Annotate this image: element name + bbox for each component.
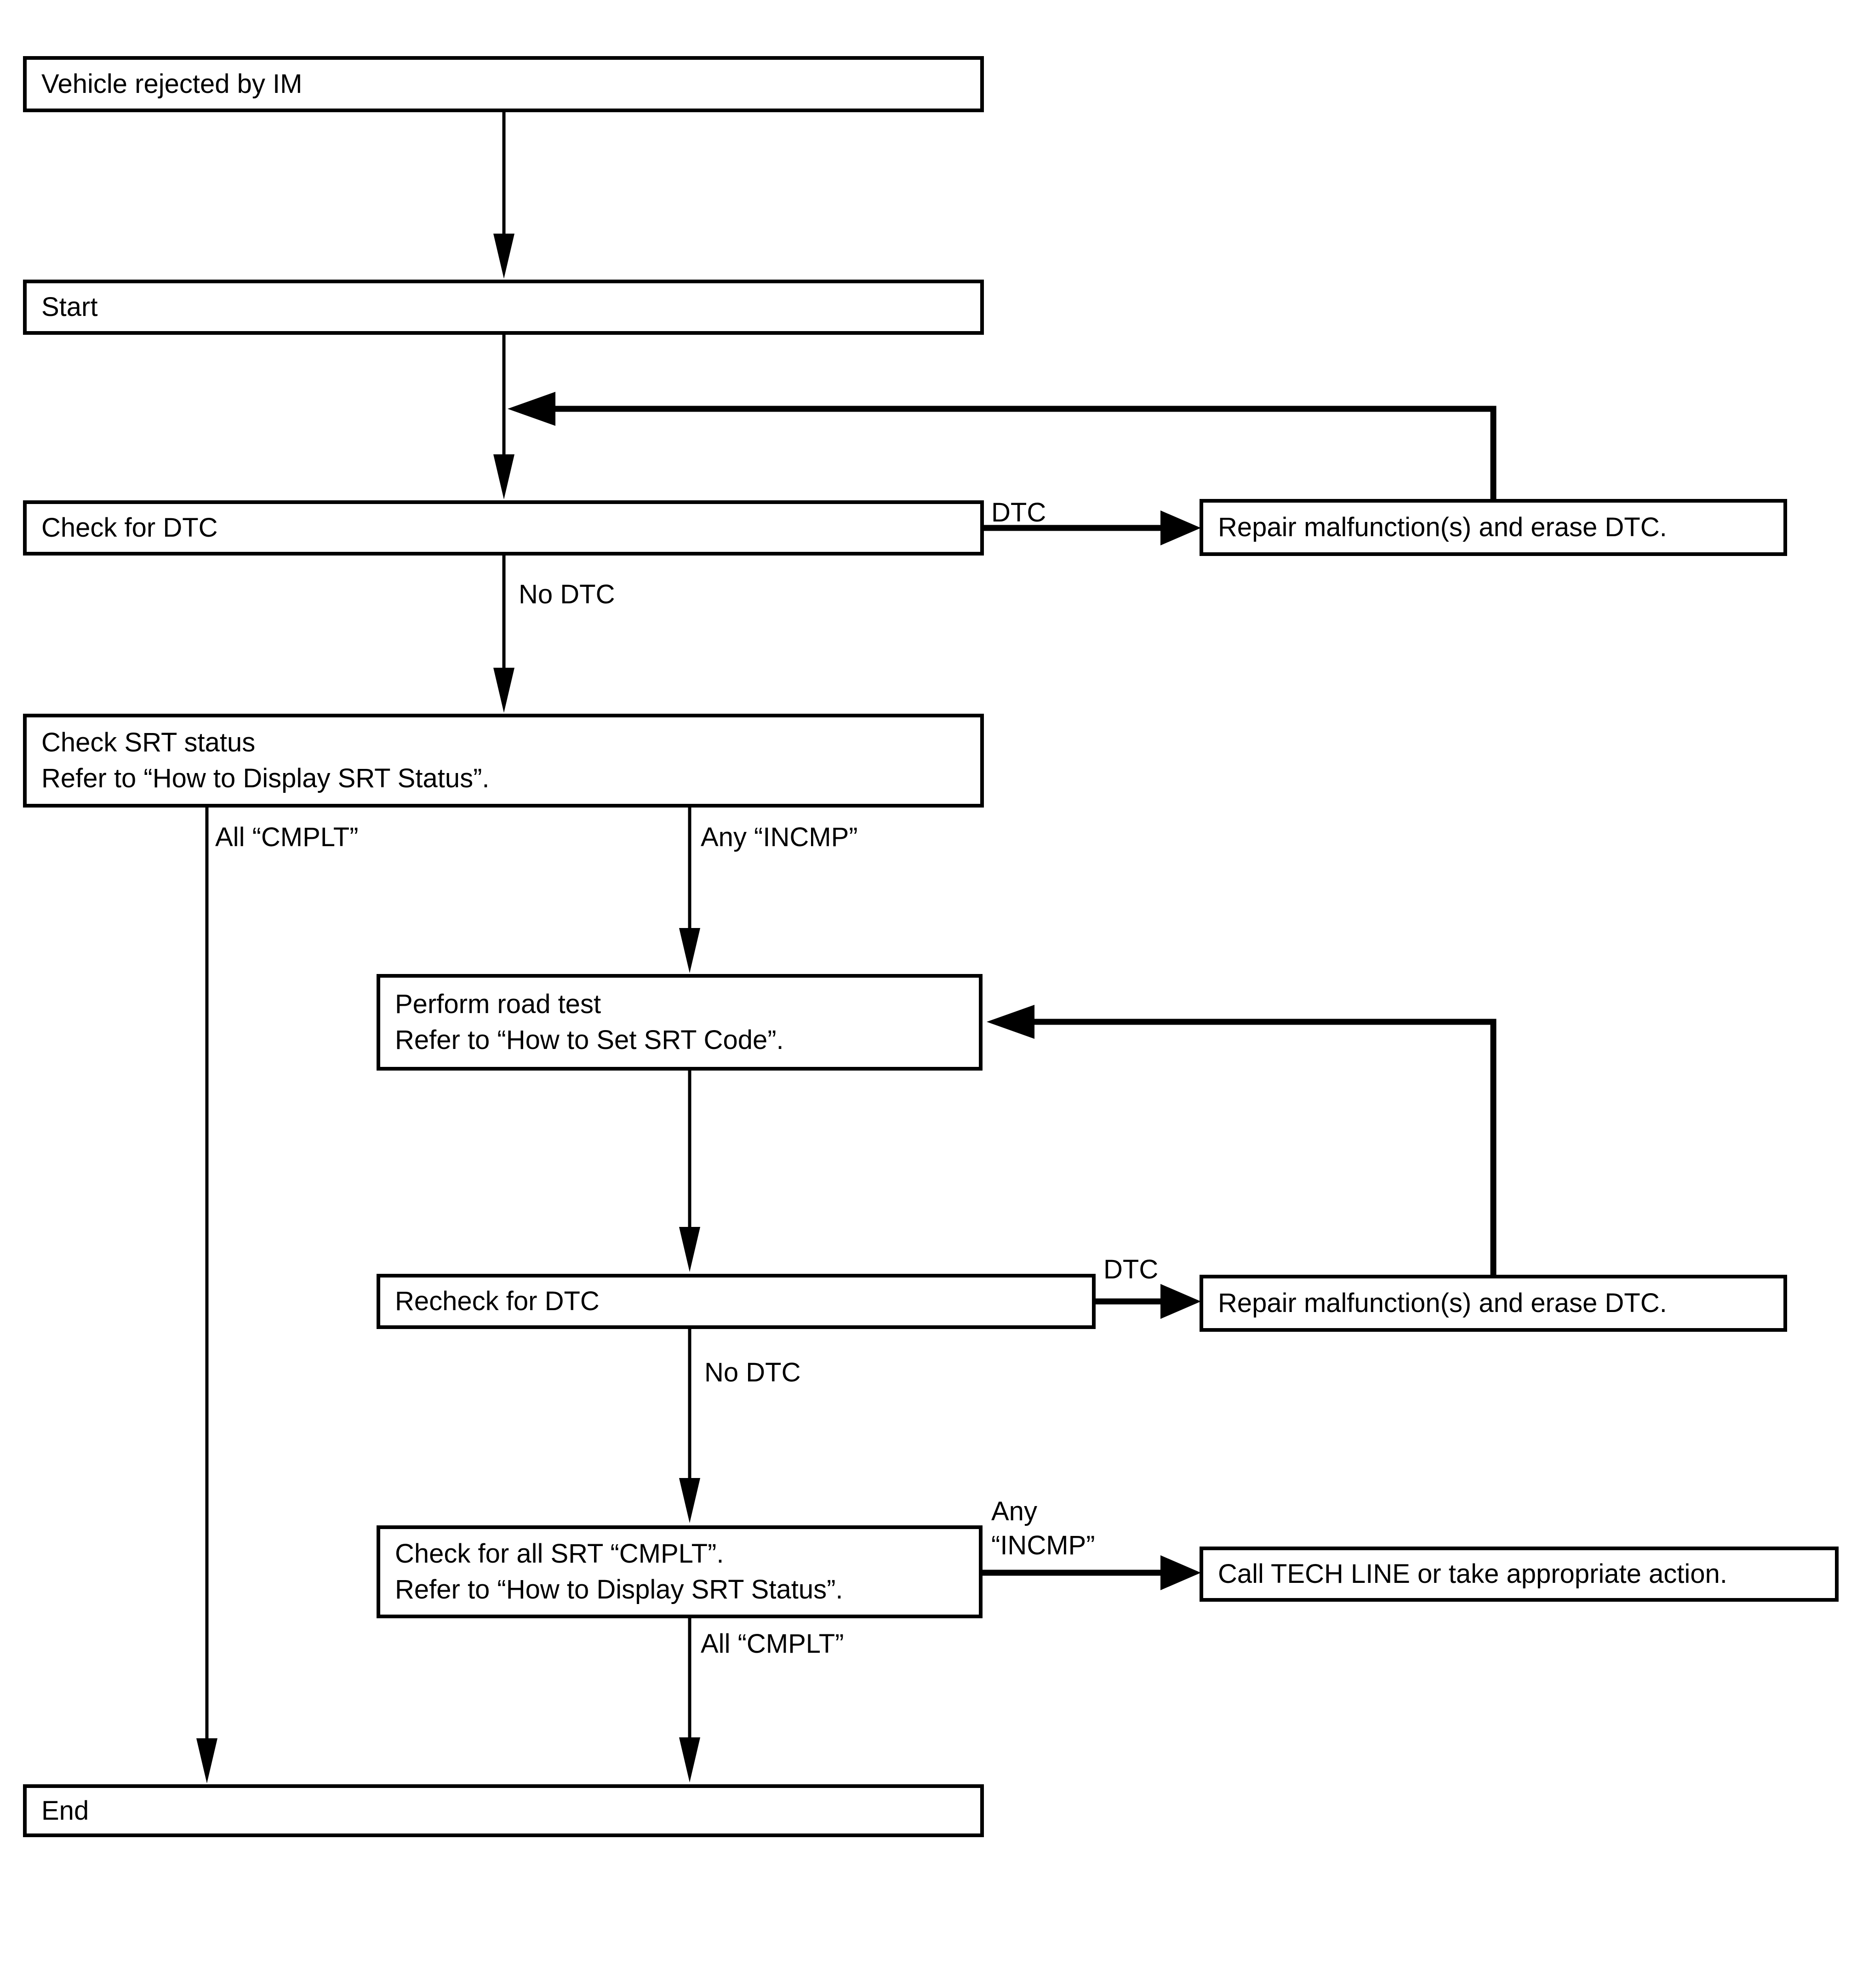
node-repair-dtc-2-text: Repair malfunction(s) and erase DTC. xyxy=(1218,1288,1667,1318)
arrowhead-repair2-loopback xyxy=(987,1005,1034,1039)
node-repair-dtc-1 xyxy=(1200,499,1787,556)
arrowhead-recheck-to-check-all xyxy=(679,1478,700,1523)
node-call-tech-line-text: Call TECH LINE or take appropriate action. xyxy=(1218,1559,1727,1589)
node-check-dtc-text: Check for DTC xyxy=(41,513,218,543)
arrowhead-check-srt-to-road-test xyxy=(679,928,700,973)
node-end xyxy=(23,1784,984,1837)
node-check-srt-status-line1: Check SRT status xyxy=(41,728,256,758)
edge-repair1-loopback xyxy=(554,409,1493,500)
arrowhead-start-to-check-dtc xyxy=(493,454,514,499)
edge-label-dtc-from-check: DTC xyxy=(991,498,1046,527)
arrowhead-repair1-loopback xyxy=(508,392,555,426)
arrowhead-check-dtc-to-repair1 xyxy=(1160,510,1201,545)
node-check-all-srt-line2: Refer to “How to Display SRT Status”. xyxy=(395,1575,843,1604)
edge-label-all-cmplt-from-srt: All “CMPLT” xyxy=(215,822,359,852)
node-start xyxy=(23,280,984,335)
edge-label-all-cmplt-from-check-all: All “CMPLT” xyxy=(701,1629,844,1659)
edge-label-any-incmp-from-srt: Any “INCMP” xyxy=(701,822,858,852)
node-repair-dtc-2 xyxy=(1200,1275,1787,1332)
node-check-srt-status-line2: Refer to “How to Display SRT Status”. xyxy=(41,763,490,793)
node-perform-road-test-line1: Perform road test xyxy=(395,989,601,1020)
node-vehicle-rejected-text: Vehicle rejected by IM xyxy=(41,69,303,99)
node-perform-road-test-line2: Refer to “How to Set SRT Code”. xyxy=(395,1025,784,1055)
edge-label-any-from-check-all-line2: “INCMP” xyxy=(991,1530,1095,1560)
node-repair-dtc-1-text: Repair malfunction(s) and erase DTC. xyxy=(1218,512,1667,543)
edge-label-any-from-check-all-line1: Any xyxy=(991,1496,1037,1526)
edge-label-no-dtc-from-recheck: No DTC xyxy=(704,1358,801,1387)
arrowhead-recheck-to-repair2 xyxy=(1160,1284,1201,1319)
node-recheck-dtc-text: Recheck for DTC xyxy=(395,1286,600,1317)
node-vehicle-rejected xyxy=(23,56,984,112)
node-recheck-dtc xyxy=(377,1274,1096,1329)
node-check-all-srt-line1: Check for all SRT “CMPLT”. xyxy=(395,1539,724,1569)
node-check-all-srt xyxy=(377,1525,983,1618)
node-check-dtc xyxy=(23,500,984,556)
edge-label-no-dtc-from-check: No DTC xyxy=(519,579,615,609)
arrowhead-check-srt-to-end xyxy=(196,1738,217,1783)
node-start-text: Start xyxy=(41,292,98,322)
arrowhead-check-all-to-tech-line xyxy=(1160,1555,1201,1590)
node-call-tech-line xyxy=(1200,1547,1839,1602)
edge-label-dtc-from-recheck: DTC xyxy=(1103,1255,1159,1284)
node-perform-road-test xyxy=(377,974,983,1071)
edge-repair2-loopback xyxy=(1034,1022,1493,1276)
arrowhead-check-all-to-end xyxy=(679,1737,700,1782)
arrowhead-check-dtc-to-check-srt xyxy=(493,668,514,713)
node-end-text: End xyxy=(41,1795,89,1826)
arrowhead-vehicle-to-start xyxy=(493,234,514,279)
node-check-srt-status xyxy=(23,714,984,808)
arrowhead-road-test-to-recheck xyxy=(679,1227,700,1272)
